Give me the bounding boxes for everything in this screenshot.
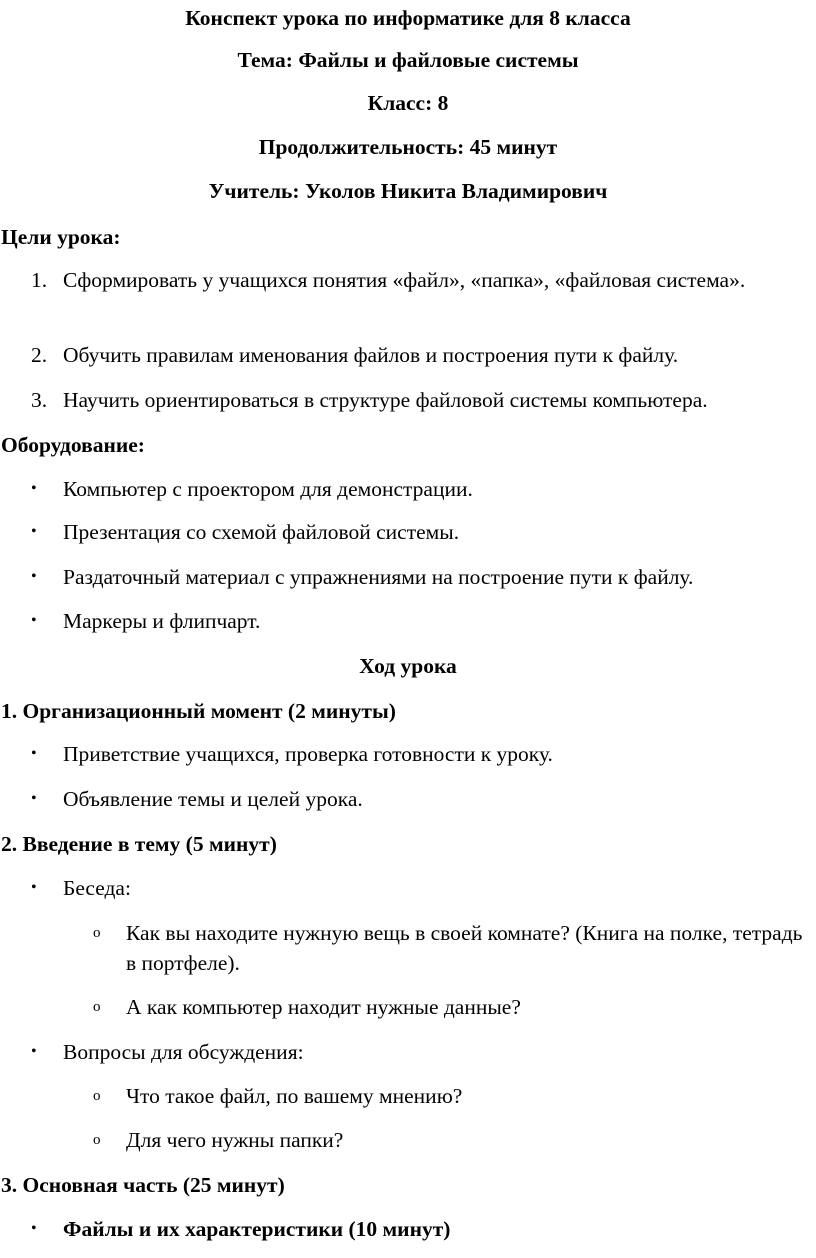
- talk-item-text: А как компьютер находит нужные данные?: [126, 995, 521, 1019]
- sub-bullet-icon: o: [93, 925, 101, 941]
- goals-heading: Цели урока:: [1, 225, 121, 249]
- equipment-text: Раздаточный материал с упражнениями на построение пути к файлу.: [63, 565, 694, 589]
- bullet-icon: •: [31, 1220, 37, 1237]
- goal-text: Сформировать у учащихся понятия «файл», «папка», «файловая система».: [63, 268, 746, 292]
- section-1-text: Приветствие учащихся, проверка готовности к уроку.: [63, 742, 553, 766]
- document-title: Конспект урока по информатике для 8 класса: [185, 6, 631, 30]
- goal-number: 1.: [31, 268, 48, 292]
- equipment-text: Маркеры и флипчарт.: [63, 609, 261, 633]
- goal-text: Обучить правилам именования файлов и построения пути к файлу.: [63, 343, 679, 367]
- lesson-topic: Тема: Файлы и файловые системы: [237, 48, 579, 72]
- lesson-duration: Продолжительность: 45 минут: [258, 135, 558, 159]
- bullet-icon: •: [31, 480, 37, 497]
- bullet-icon: •: [31, 612, 37, 629]
- questions-label: Вопросы для обсуждения:: [63, 1040, 304, 1064]
- bullet-icon: •: [31, 745, 37, 762]
- section-1-heading: 1. Организационный момент (2 минуты): [1, 699, 396, 723]
- bullet-icon: •: [31, 1043, 37, 1060]
- goal-number: 2.: [31, 343, 48, 367]
- lesson-progress-heading: Ход урока: [359, 654, 457, 678]
- sub-bullet-icon: o: [93, 1088, 101, 1104]
- talk-item-text: Как вы находите нужную вещь в своей комнате? (Книга на полке, тетрадь в портфеле).: [126, 921, 803, 975]
- sub-bullet-icon: o: [93, 999, 101, 1015]
- talk-label: Беседа:: [63, 876, 131, 900]
- bullet-icon: •: [31, 790, 37, 807]
- section-3-heading: 3. Основная часть (25 минут): [1, 1173, 285, 1197]
- section-3-text: Файлы и их характеристики (10 минут): [63, 1217, 451, 1241]
- section-1-text: Объявление темы и целей урока.: [63, 787, 363, 811]
- goal-number: 3.: [31, 388, 48, 412]
- question-item-text: Что такое файл, по вашему мнению?: [126, 1084, 463, 1108]
- bullet-icon: •: [31, 879, 37, 896]
- sub-bullet-icon: o: [93, 1132, 101, 1148]
- bullet-icon: •: [31, 523, 37, 540]
- lesson-teacher: Учитель: Уколов Никита Владимирович: [208, 179, 608, 203]
- equipment-text: Презентация со схемой файловой системы.: [63, 520, 460, 544]
- section-2-heading: 2. Введение в тему (5 минут): [1, 832, 277, 856]
- goal-text: Научить ориентироваться в структуре файловой системы компьютера.: [63, 388, 708, 412]
- bullet-icon: •: [31, 568, 37, 585]
- question-item-text: Для чего нужны папки?: [126, 1128, 344, 1152]
- equipment-heading: Оборудование:: [1, 433, 145, 457]
- equipment-text: Компьютер с проектором для демонстрации.: [63, 477, 473, 501]
- lesson-grade: Класс: 8: [367, 91, 449, 115]
